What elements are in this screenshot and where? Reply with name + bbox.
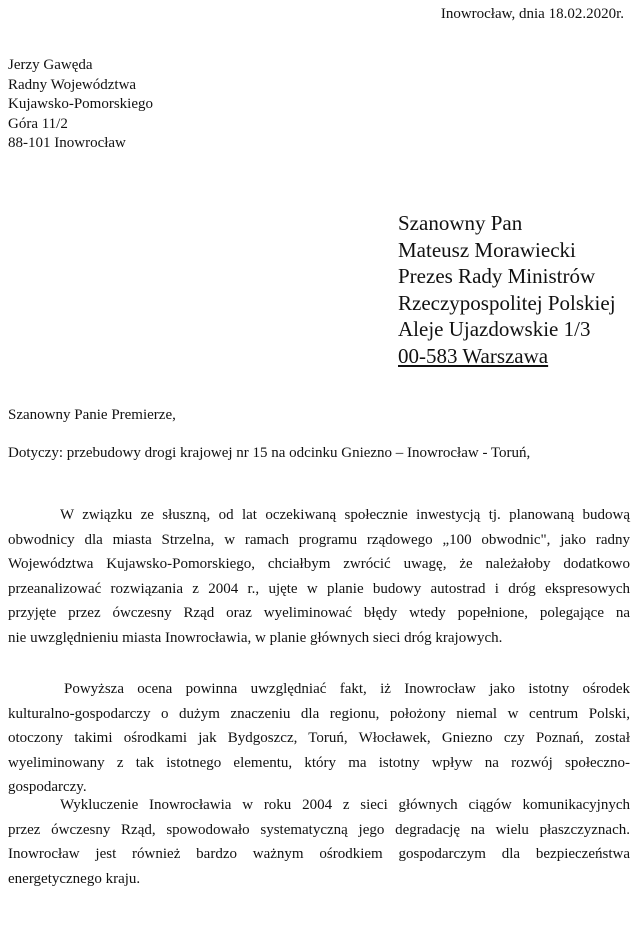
place-date: Inowrocław, dnia 18.02.2020r.: [440, 6, 624, 22]
recipient-country: Rzeczypospolitej Polskiej: [398, 290, 616, 315]
recipient-postal-city: 00-583 Warszawa: [398, 343, 549, 368]
sender-address-block: [8, 56, 153, 154]
paragraph-3: [8, 793, 630, 891]
paragraph-line: Województwa Kujawsko-Pomorskiego, chciałbym zwrócić uwagę, że należałoby dodatkowo: [8, 556, 630, 573]
recipient-address-block: [398, 210, 616, 369]
paragraph-line: gospodarczy.: [8, 779, 87, 796]
recipient-street: Aleje Ujazdowskie 1/3: [398, 317, 591, 341]
sender-region: Kujawsko-Pomorskiego: [8, 96, 153, 113]
paragraph-line: Inowrocław jest również bardzo ważnym ośrodkiem gospodarczym dla bezpieczeństwa: [8, 846, 630, 863]
paragraph-line: energetycznego kraju.: [8, 870, 141, 887]
paragraph-1: [8, 503, 630, 651]
paragraph-line: nie uwzględnieniu miasta Inowrocławia, w planie głównych sieci dróg krajowych.: [8, 629, 503, 646]
sender-street: Góra 11/2: [8, 115, 68, 132]
paragraph-line: Powyższa ocena powinna uwzględniać fakt, iż Inowrocław jako istotny ośrodek: [64, 681, 630, 697]
paragraph-line: przyjęte przez ówczesny Rząd oraz wyeliminować błędy wtedy popełnione, polegające na: [8, 605, 630, 622]
sender-postal-city: 88-101 Inowrocław: [8, 135, 126, 152]
paragraph-line: wyeliminowany z tak istotnego elementu, który ma istotny wpływ na rozwój społeczno-: [8, 754, 630, 771]
paragraph-line: Wykluczenie Inowrocławia w roku 2004 z sieci głównych ciągów komunikacyjnych: [60, 797, 630, 813]
recipient-position: Prezes Rady Ministrów: [398, 264, 596, 288]
paragraph-line: W związku ze słuszną, od lat oczekiwaną społecznie inwestycją tj. planowaną budową: [60, 507, 630, 523]
paragraph-line: przeanalizować rozwiązania z 2004 r., ujęte w planie budowy autostrad i dróg ekspresowych: [8, 580, 630, 597]
salutation: Szanowny Panie Premierze,: [8, 407, 176, 423]
paragraph-line: obwodnicy dla miasta Strzelna, w ramach programu rządowego „100 obwodnic", jako radny: [8, 531, 630, 548]
paragraph-2: [8, 677, 630, 800]
recipient-greeting-line: Szanowny Pan: [398, 211, 523, 235]
sender-title: Radny Województwa: [8, 76, 137, 93]
paragraph-line: otoczony takimi ośrodkami jak Bydgoszcz, Toruń, Włocławek, Gniezno czy Poznań, został: [8, 730, 630, 747]
sender-name: Jerzy Gawęda: [8, 57, 93, 73]
paragraph-line: przez ówczesny Rząd, spowodowało systematyczną jego degradację na wielu płaszczyznach.: [8, 821, 630, 838]
paragraph-line: kulturalno-gospodarczy o dużym znaczeniu dla regionu, położony niemal w centrum Polski,: [8, 705, 630, 722]
subject-line: Dotyczy: przebudowy drogi krajowej nr 15 na odcinku Gniezno – Inowrocław - Toruń,: [8, 445, 531, 461]
recipient-name: Mateusz Morawiecki: [398, 237, 576, 262]
